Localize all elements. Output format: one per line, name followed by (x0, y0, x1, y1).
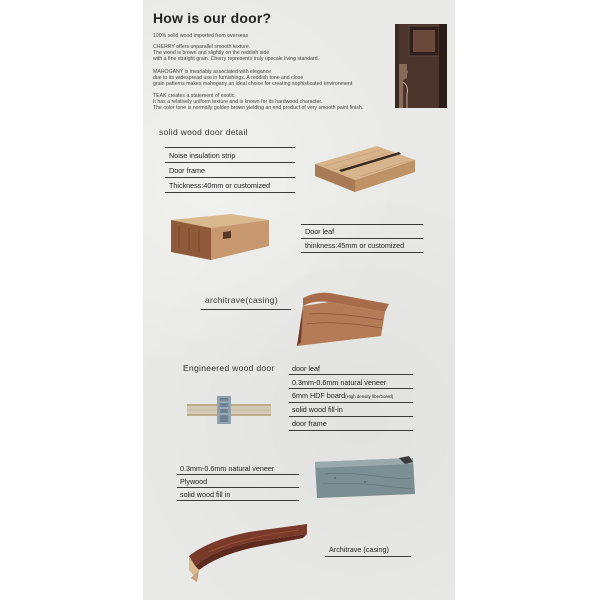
engineered-heading: Engineered wood door (183, 363, 275, 373)
eng-door-leaf: door leaf (292, 364, 320, 373)
frame-solid-fill: solid wood fill in (180, 490, 231, 499)
frame-plywood: Plywood (180, 477, 208, 486)
eng-hdf-note: (High density fiberboard) (345, 394, 394, 399)
eng-solid-fill: solid wood fill-in (292, 405, 343, 414)
eng-door-frame: door frame (292, 419, 327, 428)
door-frame-profile-image (171, 214, 269, 260)
mahogany-text-1: MAHOGANY is invariably associated with elegance (153, 69, 272, 75)
eng-hdf-board-label: 6mm HDF board (292, 391, 346, 400)
mahogany-text-3: grain patterns makes mahogany an ideal choice for creating sophisticated environment (153, 81, 353, 88)
spec-thickness-leaf: thinkness:45mm or customized (305, 241, 405, 250)
teak-description (153, 93, 363, 112)
page-title: How is our door? (153, 10, 272, 26)
spec-door-frame: Door frame (169, 166, 205, 175)
eng-hdf-board (292, 391, 393, 400)
noise-strip-wood-image (315, 146, 415, 192)
frame-veneer: 0.3mm-0.6mm natural veneer (180, 464, 275, 473)
engineered-section-image (187, 394, 271, 424)
teak-text-1: TEAK creates a statement of exotic. (153, 93, 236, 99)
door-image (395, 24, 451, 108)
teak-text-3: The color tone is normally golden brown yielding an end product of very smooth paint finish. (153, 105, 364, 112)
architrave-2-label: Architrave (casing) (329, 545, 389, 554)
cherry-text-3: with a fine straight grain. Cherry represents truly upscale living standard. (153, 56, 320, 63)
solid-detail-heading: solid wood door detail (159, 127, 248, 137)
architrave-image (295, 290, 389, 346)
cherry-text-1: CHERRY offers unparallel smooth texture. (153, 44, 251, 50)
spec-door-leaf: Door leaf (305, 227, 335, 236)
teak-text-2: It has a relatively uniform texture and is known for its hardwood character. (153, 99, 323, 106)
frame-section-image (315, 458, 415, 498)
mahogany-description (153, 69, 352, 88)
cherry-text-2: The wood is brown and slightly on the reddish side (153, 50, 270, 57)
cherry-description (153, 44, 319, 63)
spec-noise-strip: Noise insulation strip (169, 151, 236, 160)
mahogany-text-2: due to its widespread use in furnishings. A reddish tone and close (153, 75, 304, 82)
intro-line: 100% solid wood imported from overseas (153, 33, 249, 39)
spec-thickness-frame: Thickness:40mm or customized (169, 181, 271, 190)
product-info-panel (143, 0, 455, 600)
architrave-2-image (189, 520, 309, 582)
architrave-label: architrave(casing) (205, 295, 278, 305)
eng-veneer: 0.3mm-0.6mm natural veneer (292, 378, 387, 387)
